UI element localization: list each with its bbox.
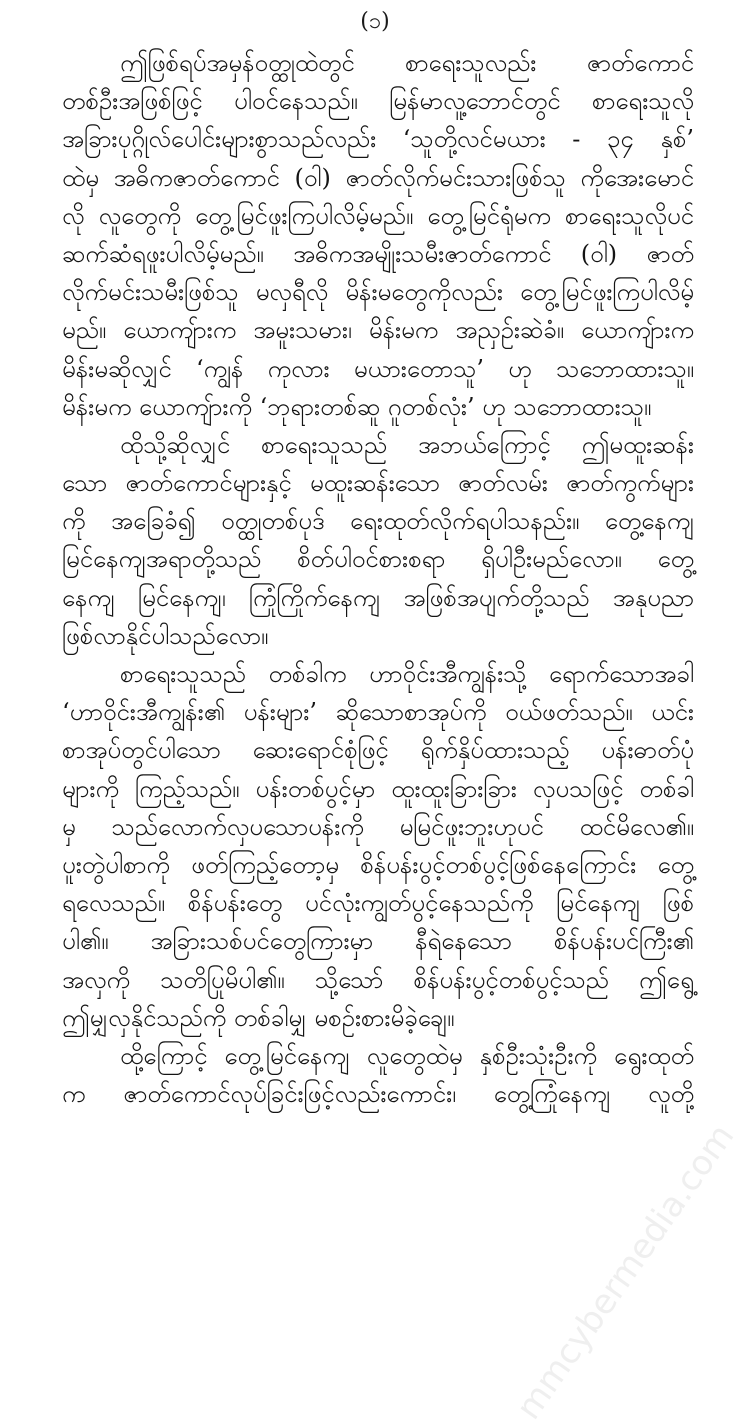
text-line: လိုက်မင်းသမီးဖြစ်သူ မလှရီလို မိန်းမတွေကိုလည်း တွေ့မြင်ဖူးကြပါလိမ့် [62,278,694,307]
text-line: မိန်းမဆိုလျှင် ‘ကျွန် ကုလား မယားတောသူ’ ဟု သဘောထားသူ။ [62,354,694,383]
text-line: မိန်းမက ယောကျ်ားကို ‘ဘုရားတစ်ဆူ ဂူတစ်လုံး’ ဟု သဘောထားသူ။ [62,392,652,421]
text-line: လို လူတွေကို တွေ့မြင်ဖူးကြပါလိမ့်မည်။ တွေ့မြင်ရုံမက စာရေးသူလိုပင် [62,201,694,230]
body-text [62,44,694,1113]
text-line: ‘ဟာဝိုင်းအီကျွန်း၏ ပန်းများ’ ဆိုသောစာအုပ်ကို ဝယ်ဖတ်သည်။ ယင်း [62,698,694,727]
text-line: ထို့ကြောင့် တွေ့မြင်နေကျ လူတွေထဲမှ နှစ်ဦးသုံးဦးကို ရွေးထုတ် [120,1041,694,1070]
text-line: ပါ၏။ အခြားသစ်ပင်တွေကြားမှာ နီရဲနေသော စိန်ပန်းပင်ကြီး၏ [62,927,694,956]
text-line: မည်။ ယောကျ်ားက အမူးသမား၊ မိန်းမက အညှဉ်းဆဲခံ။ ယောကျ်ားက [62,316,694,345]
text-line: ပူးတွဲပါစာကို ဖတ်ကြည့်တော့မှ စိန်ပန်းပွင့်တစ်ပွင့်ဖြစ်နေကြောင်း တွေ့ [62,850,694,879]
page-number: (၁) [360,9,390,34]
text-line: ဤဖြစ်ရပ်အမှန်ဝတ္ထုထဲတွင် စာရေးသူလည်း ဇာတ်ကောင် [120,49,694,77]
text-line: စာရေးသူသည် တစ်ခါက ဟာဝိုင်းအီကျွန်းသို့ ရောက်သောအခါ [120,660,694,688]
text-line: ရလေသည်။ စိန်ပန်းတွေ ပင်လုံးကျွတ်ပွင့်နေသည်ကို မြင်နေကျ ဖြစ် [62,889,694,918]
text-line: က ဇာတ်ကောင်လုပ်ခြင်းဖြင့်လည်းကောင်း၊ တွေ့ကြုံနေကျ လူတို့ [62,1080,694,1109]
text-line: ဆက်ဆံရဖူးပါလိမ့်မည်။ အဓိကအမျိုးသမီးဇာတ်ကောင် (ဝါ) ဇာတ် [62,239,694,268]
watermark: mmcybermedia.com [508,1117,742,1427]
text-line: သော ဇာတ်ကောင်များနှင့် မထူးဆန်းသော ဇာတ်လမ်း ဇာတ်ကွက်များ [62,469,694,498]
text-line: မှ သည်လောက်လှပသောပန်းကို မမြင်ဖူးဘူးဟုပင် ထင်မိလေ၏။ [62,812,694,841]
text-line: ကို အခြေခံ၍ ဝတ္ထုတစ်ပုဒ် ရေးထုတ်လိုက်ရပါသနည်း။ တွေ့နေကျ [62,507,694,536]
text-line: ဖြစ်လာနိုင်ပါသည်လော။ [62,621,269,650]
text-line: စာအုပ်တွင်ပါသော ဆေးရောင်စုံဖြင့် ရိုက်နှိပ်ထားသည့် ပန်းဓာတ်ပုံ [62,736,694,765]
text-line: အလှကို သတိပြုမိပါ၏။ သို့သော် စိန်ပန်းပွင့်တစ်ပွင့်သည် ဤရွေ့ [62,965,694,994]
text-line: ထဲမှ အဓိကဇာတ်ကောင် (ဝါ) ဇာတ်လိုက်မင်းသားဖြစ်သူ ကိုအေးမောင် [62,163,694,192]
text-line: နေကျ မြင်နေကျ၊ ကြုံကြိုက်နေကျ အဖြစ်အပျက်တို့သည် အနုပညာ [62,583,694,612]
text-line: တစ်ဦးအဖြစ်ဖြင့် ပါဝင်နေသည်။ မြန်မာလူ့ဘောင်တွင် စာရေးသူလို [62,87,694,116]
text-line: များကို ကြည့်သည်။ ပန်းတစ်ပွင့်မှာ ထူးထူးခြားခြား လှပသဖြင့် တစ်ခါ [62,774,694,803]
text-line: ဤမျှလှနိုင်သည်ကို တစ်ခါမျှ မစဉ်းစားမိခဲ့ချေ။ [62,1003,455,1032]
text-line: မြင်နေကျအရာတို့သည် စိတ်ပါဝင်စားစရာ ရှိပါဦးမည်လော။ တွေ့ [62,545,694,574]
text-line: အခြားပုဂ္ဂိုလ်ပေါင်းများစွာသည်လည်း ‘သူတို့လင်မယား - ၃၄ နှစ်’ [62,125,694,154]
text-line: ထိုသို့ဆိုလျှင် စာရေးသူသည် အဘယ်ကြောင့် ဤမထူးဆန်း [120,430,694,459]
